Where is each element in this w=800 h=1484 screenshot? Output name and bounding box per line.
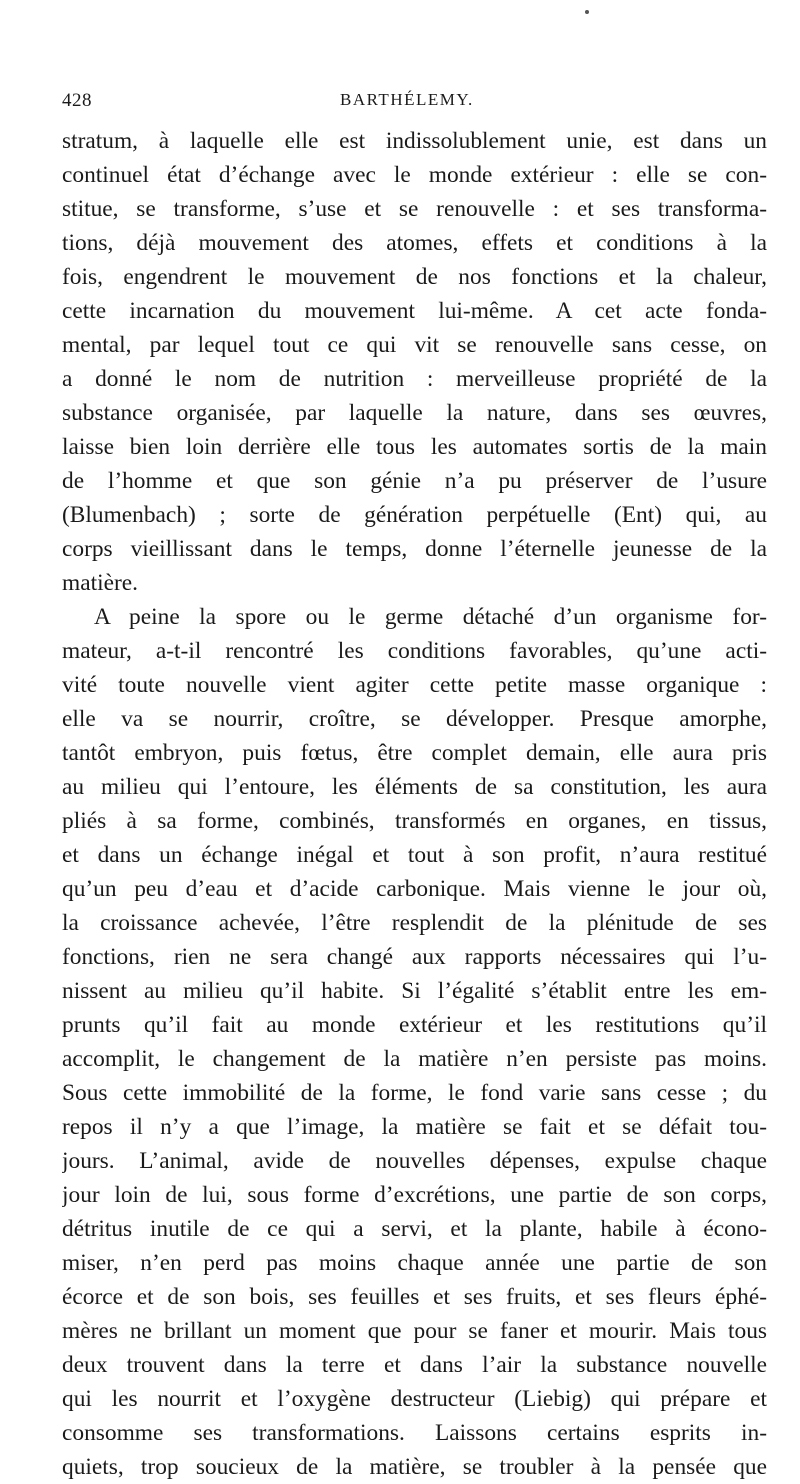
text-line: laisse bien loin derrière elle tous les automates sortis de la main xyxy=(62,434,767,460)
text-line: prunts qu’il fait au monde extérieur et les restitutions qu’il xyxy=(62,1012,767,1038)
text-line: stratum, à laquelle elle est indissolublement unie, est dans un xyxy=(62,128,767,154)
text-line: mental, par lequel tout ce qui vit se renouvelle sans cesse, on xyxy=(62,332,767,358)
running-title: BARTHÉLEMY. xyxy=(340,90,474,109)
text-line: accomplit, le changement de la matière n’en persiste pas moins. xyxy=(62,1046,767,1072)
text-line: vité toute nouvelle vient agiter cette petite masse organique : xyxy=(62,672,767,698)
text-line: cette incarnation du mouvement lui-même. A cet acte fonda- xyxy=(62,298,767,324)
text-line: la croissance achevée, l’être resplendit de la plénitude de ses xyxy=(62,910,767,936)
text-line: fois, engendrent le mouvement de nos fonctions et la chaleur, xyxy=(62,264,767,290)
text-line: matière. xyxy=(62,570,138,596)
page-number: 428 xyxy=(62,90,92,111)
text-line: tantôt embryon, puis fœtus, être complet demain, elle aura pris xyxy=(62,740,767,766)
text-line: tions, déjà mouvement des atomes, effets et conditions à la xyxy=(62,230,767,256)
text-line: mateur, a-t-il rencontré les conditions favorables, qu’une acti- xyxy=(62,638,767,664)
text-line: continuel état d’échange avec le monde extérieur : elle se con- xyxy=(62,162,767,188)
text-line: corps vieillissant dans le temps, donne l’éternelle jeunesse de la xyxy=(62,536,767,562)
text-line: qui les nourrit et l’oxygène destructeur (Liebig) qui prépare et xyxy=(62,1386,767,1412)
text-line: au milieu qui l’entoure, les éléments de sa constitution, les aura xyxy=(62,774,767,800)
text-line: Sous cette immobilité de la forme, le fond varie sans cesse ; du xyxy=(62,1080,767,1106)
text-line: repos il n’y a que l’image, la matière se fait et se défait tou- xyxy=(62,1114,767,1140)
text-line: de l’homme et que son génie n’a pu préserver de l’usure xyxy=(62,468,767,494)
text-line: détritus inutile de ce qui a servi, et la plante, habile à écono- xyxy=(62,1216,767,1242)
text-line: substance organisée, par laquelle la nature, dans ses œuvres, xyxy=(62,400,767,426)
text-line: miser, n’en perd pas moins chaque année une partie de son xyxy=(62,1250,767,1276)
text-line: qu’un peu d’eau et d’acide carbonique. Mais vienne le jour où, xyxy=(62,876,767,902)
text-line: pliés à sa forme, combinés, transformés en organes, en tissus, xyxy=(62,808,767,834)
speck-mark xyxy=(585,10,589,14)
text-line: consomme ses transformations. Laissons certains esprits in- xyxy=(62,1420,767,1446)
text-line: a donné le nom de nutrition : merveilleuse propriété de la xyxy=(62,366,767,392)
text-line: fonctions, rien ne sera changé aux rapports nécessaires qui l’u- xyxy=(62,944,767,970)
text-line: quiets, trop soucieux de la matière, se troubler à la pensée que xyxy=(62,1454,767,1480)
text-line: (Blumenbach) ; sorte de génération perpétuelle (Ent) qui, au xyxy=(62,502,767,528)
text-line: et dans un échange inégal et tout à son profit, n’aura restitué xyxy=(62,842,767,868)
text-line: deux trouvent dans la terre et dans l’air la substance nouvelle xyxy=(62,1352,767,1378)
text-line: jour loin de lui, sous forme d’excrétions, une partie de son corps, xyxy=(62,1182,767,1208)
page-header xyxy=(62,90,766,118)
text-line: nissent au milieu qu’il habite. Si l’égalité s’établit entre les em- xyxy=(62,978,767,1004)
text-line: elle va se nourrir, croître, se développer. Presque amorphe, xyxy=(62,706,767,732)
body-text xyxy=(62,124,767,1484)
paragraph-first-line: A peine la spore ou le germe détaché d’un organisme for- xyxy=(94,604,767,630)
text-line: écorce et de son bois, ses feuilles et ses fruits, et ses fleurs éphé- xyxy=(62,1284,767,1310)
text-line: mères ne brillant un moment que pour se faner et mourir. Mais tous xyxy=(62,1318,767,1344)
text-line: jours. L’animal, avide de nouvelles dépenses, expulse chaque xyxy=(62,1148,767,1174)
text-line: stitue, se transforme, s’use et se renouvelle : et ses transforma- xyxy=(62,196,767,222)
